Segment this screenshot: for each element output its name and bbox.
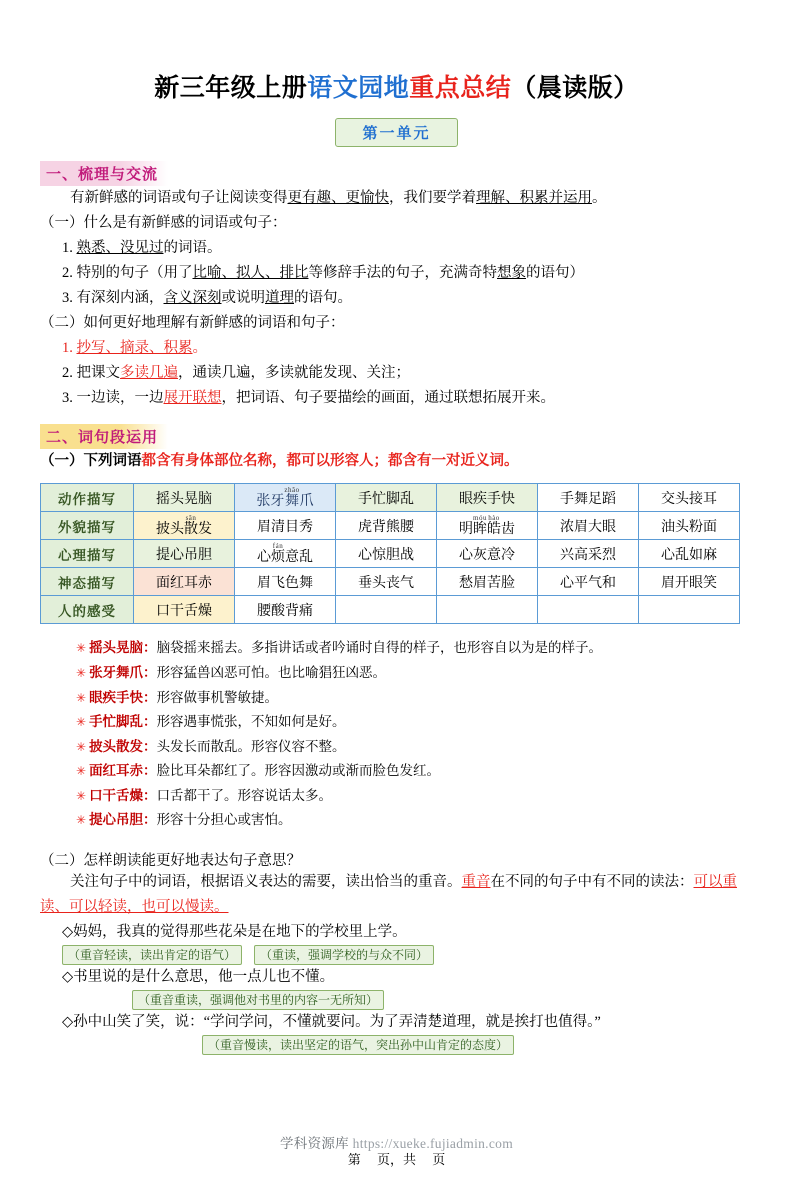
- table-word-cell: 眼疾手快: [437, 484, 538, 512]
- table-word-char: móu 眸: [473, 513, 487, 537]
- explanation-term: 口干舌燥：: [89, 787, 157, 803]
- table-word-char: 发: [198, 521, 212, 537]
- explanation-item: [76, 710, 793, 735]
- explanation-term: 披头散发：: [89, 738, 157, 754]
- example-tag: （重音重读，强调他对书里的内容一无所知）: [132, 990, 384, 1010]
- explanation-desc: 形容猛兽凶恶可怕。也比喻猖狂凶恶。: [156, 664, 387, 680]
- explanation-term: 张牙舞爪：: [89, 664, 157, 680]
- section-1-sub2: （二）如何更好地理解有新鲜感的词语和句子：: [40, 314, 345, 331]
- section-1-item-3: [62, 286, 757, 311]
- explanation-desc: 口舌都干了。形容说话太多。: [156, 787, 333, 803]
- item-underline-2: 道理: [265, 289, 294, 306]
- table-word-cell: 愁眉苦脸: [437, 568, 538, 596]
- intro-text-a: 有新鲜感的词语或句子让阅读变得: [70, 190, 288, 206]
- para-text-b: 在不同的句子中有不同的读法：: [490, 873, 694, 890]
- item-number: 3.: [62, 389, 73, 406]
- item-underline-1: 比喻、拟人、排比: [192, 264, 309, 281]
- asterisk-icon: ✳: [76, 641, 87, 656]
- table-row: [41, 512, 740, 540]
- sub1-red: 都含有身体部位名称，都可以形容人；都含有一对近义词。: [141, 453, 519, 470]
- item-text-a: 特别的句子（用了: [76, 264, 193, 281]
- table-word-cell: 眉飞色舞: [235, 568, 336, 596]
- explanation-term: 面红耳赤：: [89, 763, 157, 779]
- table-category-cell: 心理描写: [41, 540, 134, 568]
- table-word-char: fán 烦: [271, 541, 285, 565]
- asterisk-icon: ✳: [76, 764, 87, 779]
- table-word-cell: [437, 596, 538, 624]
- table-word-char: 意: [285, 549, 299, 565]
- table-word-char: hào 皓: [487, 513, 501, 537]
- document-page: [0, 68, 793, 1190]
- section-1-item-1: [62, 236, 757, 261]
- table-category-cell: 神态描写: [41, 568, 134, 596]
- item-underline-2: 想象: [497, 264, 526, 281]
- asterisk-icon: ✳: [76, 813, 87, 828]
- para-red: 重音: [461, 873, 491, 890]
- example-tag-line: [202, 1035, 793, 1055]
- table-word-cell: 提心吊胆: [134, 540, 235, 568]
- table-word-cell: 腰酸背痛: [235, 596, 336, 624]
- table-word-cell: 眉清目秀: [235, 512, 336, 540]
- item-text-a: 一边读，一边: [76, 389, 164, 406]
- explanation-term: 提心吊胆：: [89, 812, 157, 828]
- explanation-desc: 形容做事机警敏捷。: [156, 689, 279, 705]
- example-tag: （重音轻读，读出肯定的语气）: [62, 945, 242, 965]
- word-table: [40, 483, 740, 624]
- asterisk-icon: ✳: [76, 665, 87, 680]
- table-row: [41, 596, 740, 624]
- item-number: 2.: [62, 264, 73, 281]
- item-number: 1.: [62, 239, 73, 256]
- explanation-item: [76, 735, 793, 760]
- footer-page-prefix: 第: [347, 1152, 361, 1167]
- table-word-cell: 兴高采烈: [538, 540, 639, 568]
- table-word-cell: 摇头晃脑: [134, 484, 235, 512]
- item-text-b: 。: [192, 339, 207, 356]
- footer-page-mid: 页，共: [376, 1152, 416, 1167]
- intro-text-e: 。: [592, 190, 607, 206]
- table-word-char: 头: [170, 521, 184, 537]
- section-1-intro: [40, 186, 757, 211]
- section-1-heading: 一、梳理与交流: [40, 161, 168, 186]
- unit-banner: 第一单元: [335, 118, 457, 147]
- table-word-char: sǎn 散: [184, 513, 198, 537]
- table-category-cell: 外貌描写: [41, 512, 134, 540]
- asterisk-icon: ✳: [76, 739, 87, 754]
- explanation-list: [76, 636, 793, 833]
- item-number: 1.: [62, 339, 73, 356]
- asterisk-icon: ✳: [76, 788, 87, 803]
- page-footer: [0, 1149, 793, 1168]
- section-2-paragraph: [40, 870, 757, 920]
- asterisk-icon: ✳: [76, 715, 87, 730]
- table-word-cell: [437, 512, 538, 540]
- section-1-item-2: [62, 261, 757, 286]
- table-word-cell: 心灰意冷: [437, 540, 538, 568]
- watermark-url: https://xueke.fujiadmin.com: [352, 1136, 513, 1151]
- explanation-item: [76, 759, 793, 784]
- section-2-heading: 二、词句段运用: [40, 424, 168, 449]
- section-1-item2-1: [62, 336, 757, 361]
- table-row: [41, 484, 740, 512]
- table-word-cell: [538, 596, 639, 624]
- table-word-cell: 口干舌燥: [134, 596, 235, 624]
- example-tag-line: [62, 945, 793, 965]
- explanation-item: [76, 784, 793, 809]
- item-text-b: ，通读几遍，多读就能发现、关注；: [178, 364, 410, 381]
- explanation-item: [76, 686, 793, 711]
- table-word-cell: 交头接耳: [639, 484, 740, 512]
- item-text-a: 有深刻内涵，: [76, 289, 164, 306]
- intro-text-c: ，我们要学着: [389, 190, 476, 206]
- section-1-sub1: （一）什么是有新鲜感的词语或句子：: [40, 214, 287, 231]
- table-word-cell: 心惊胆战: [336, 540, 437, 568]
- para-text-a: 关注句子中的词语，根据语义表达的需要，读出恰当的重音。: [70, 873, 462, 890]
- table-word-char: 牙: [270, 493, 285, 509]
- table-word-char: 披: [156, 521, 170, 537]
- table-word-cell: 心平气和: [538, 568, 639, 596]
- item-underline-1: 抄写、摘录、积累: [76, 339, 193, 356]
- para-redu: 可以重读、可以轻读，也可以慢读。: [40, 873, 737, 915]
- table-word-char: 齿: [501, 521, 515, 537]
- table-word-cell: [235, 484, 336, 512]
- sub1-prefix: （一）下列词语: [40, 453, 142, 470]
- table-word-char: 张: [256, 493, 271, 509]
- table-word-cell: 浓眉大眼: [538, 512, 639, 540]
- table-word-cell: 手舞足蹈: [538, 484, 639, 512]
- example-sentence: ◇孙中山笑了笑，说：“学问学问，不懂就要问。为了弄清楚道理，就是挨打也值得。”: [62, 1013, 601, 1030]
- explanation-item: [76, 636, 793, 661]
- table-word-cell: [639, 596, 740, 624]
- example-tag: （重读，强调学校的与众不同）: [254, 945, 434, 965]
- table-word-char: 明: [459, 521, 473, 537]
- table-word-cell: 油头粉面: [639, 512, 740, 540]
- explanation-item: [76, 661, 793, 686]
- table-category-cell: 人的感受: [41, 596, 134, 624]
- section-1: [0, 147, 793, 410]
- explanation-desc: 形容遇事慌张，不知如何是好。: [156, 714, 346, 730]
- table-row: [41, 568, 740, 596]
- explanation-desc: 脸比耳朵都红了。形容因激动或渐而脸色发红。: [156, 763, 441, 779]
- table-category-cell: 动作描写: [41, 484, 134, 512]
- section-2-sub1: [40, 449, 757, 474]
- section-1-item2-3: [62, 386, 757, 411]
- title-part2: 语文园地: [307, 75, 410, 102]
- watermark-label: 学科资源库: [279, 1136, 349, 1151]
- table-word-cell: 垂头丧气: [336, 568, 437, 596]
- title-part3: 重点总结: [409, 75, 512, 102]
- examples-list: [0, 920, 793, 1055]
- item-underline-1: 含义深刻: [163, 289, 222, 306]
- item-text-a: 把课文: [76, 364, 120, 381]
- section-2: [0, 410, 793, 1054]
- item-text-b: 等修辞手法的句子，充满奇特: [308, 264, 497, 281]
- explanation-desc: 头发长而散乱。形容仪容不整。: [156, 738, 346, 754]
- example-tag-line: [132, 990, 793, 1010]
- item-text-b: 的词语。: [163, 239, 222, 256]
- footer-page-suffix: 页: [432, 1152, 446, 1167]
- explanation-item: [76, 808, 793, 833]
- table-row: [41, 540, 740, 568]
- example-sentence: ◇妈妈，我真的觉得那些花朵是在地下的学校里上学。: [62, 923, 407, 940]
- table-word-cell: [134, 512, 235, 540]
- title-part4: （晨读版）: [511, 75, 639, 102]
- table-word-char: zhǎo 舞: [284, 485, 300, 509]
- item-underline-1: 熟悉、没见过: [76, 239, 164, 256]
- table-word-cell: 心乱如麻: [639, 540, 740, 568]
- table-word-char: 乱: [299, 549, 313, 565]
- table-word-char: 爪: [299, 493, 314, 509]
- section-2-sub2: （二）怎样朗读能更好地表达句子意思？: [40, 852, 301, 869]
- table-word-cell: [235, 540, 336, 568]
- page-title: [0, 68, 793, 104]
- intro-text-d: 理解、积累并运用: [476, 190, 592, 206]
- item-number: 2.: [62, 364, 73, 381]
- table-word-char: 心: [257, 549, 271, 565]
- unit-banner-container: [0, 118, 793, 147]
- item-underline-1: 多读几遍: [120, 364, 178, 381]
- item-text-b: 或说明: [221, 289, 265, 306]
- explanation-desc: 形容十分担心或害怕。: [156, 812, 292, 828]
- example-tag: （重音慢读，读出坚定的语气，突出孙中山肯定的态度）: [202, 1035, 514, 1055]
- explanation-term: 摇头晃脑：: [89, 640, 157, 656]
- item-text-c: 的语句。: [294, 289, 352, 306]
- explanation-term: 手忙脚乱：: [89, 714, 157, 730]
- explanation-term: 眼疾手快：: [89, 689, 157, 705]
- table-word-cell: [336, 596, 437, 624]
- title-part1: 新三年级上册: [154, 75, 308, 102]
- table-word-cell: 虎背熊腰: [336, 512, 437, 540]
- asterisk-icon: ✳: [76, 690, 87, 705]
- item-number: 3.: [62, 289, 73, 306]
- table-word-cell: 手忙脚乱: [336, 484, 437, 512]
- item-text-c: 的语句）: [526, 264, 584, 281]
- table-word-cell: 面红耳赤: [134, 568, 235, 596]
- section-1-item2-2: [62, 361, 757, 386]
- item-underline-1: 展开联想: [163, 389, 222, 406]
- item-text-b: ，把词语、句子要描绘的画面，通过联想拓展开来。: [221, 389, 555, 406]
- explanation-desc: 脑袋摇来摇去。多指讲话或者吟诵时自得的样子，也形容自以为是的样子。: [156, 640, 603, 656]
- table-word-cell: 眉开眼笑: [639, 568, 740, 596]
- example-sentence: ◇书里说的是什么意思，他一点儿也不懂。: [62, 968, 335, 985]
- intro-text-b: 更有趣、更愉快: [287, 190, 389, 206]
